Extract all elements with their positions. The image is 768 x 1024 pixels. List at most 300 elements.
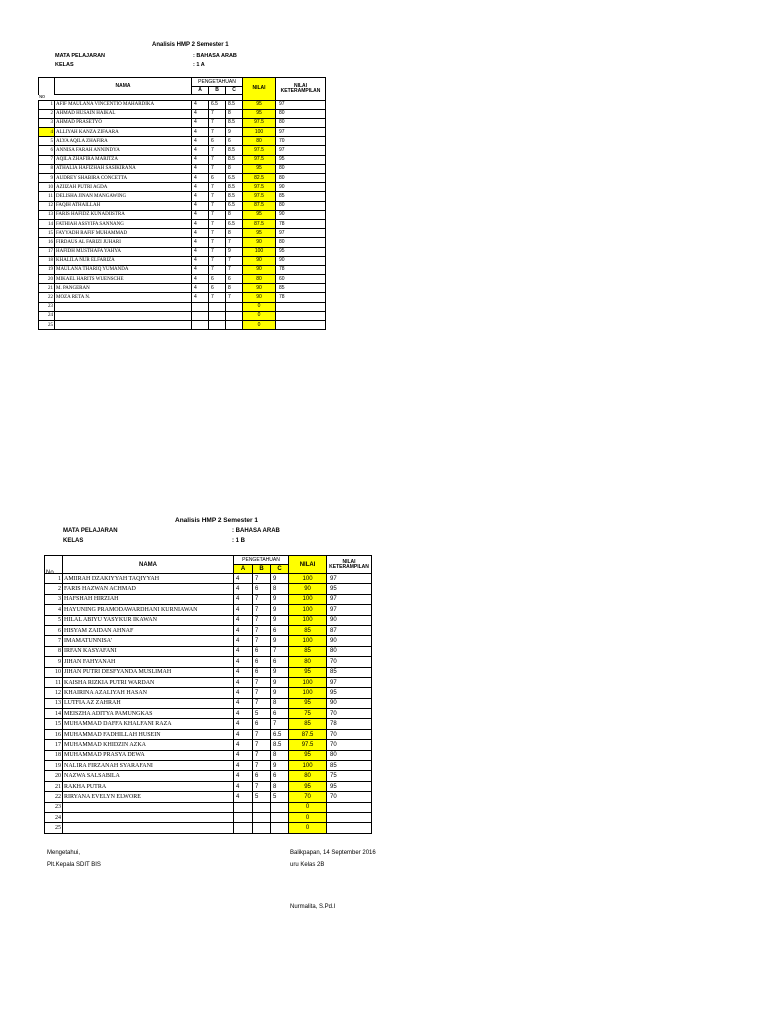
row-no: 6 bbox=[39, 146, 55, 155]
col-b-header: B bbox=[209, 87, 226, 95]
row-score-c: 8 bbox=[271, 750, 289, 760]
row-nilai: 87.5 bbox=[243, 201, 276, 210]
row-score-a: 4 bbox=[234, 584, 253, 594]
nilai-keterampilan-1b-line-2: KETERAMPILAN bbox=[329, 563, 369, 570]
row-nama: IMAMATUNNISA' bbox=[63, 636, 234, 646]
row-score-a: 4 bbox=[192, 219, 209, 228]
row-score-a: 4 bbox=[234, 688, 253, 698]
row-score-a bbox=[192, 302, 209, 311]
row-no: 19 bbox=[45, 761, 63, 771]
row-nama: KHALILA NUR ELFARIZA bbox=[55, 256, 192, 265]
row-nilai: 0 bbox=[243, 302, 276, 311]
row-nama: HISYAM ZAIDAN AHNAF bbox=[63, 625, 234, 635]
table-row bbox=[45, 792, 372, 802]
row-nama: JIHAN PUTRI DESFYANDA MUSLIMAH bbox=[63, 667, 234, 677]
row-nama: HILAL ABIYU YASYKUR IKAWAN bbox=[63, 615, 234, 625]
row-keterampilan: 70 bbox=[327, 657, 372, 667]
row-nama: AQILA ZHAFIRA MARITZA bbox=[55, 155, 192, 164]
row-score-c: 8 bbox=[226, 164, 243, 173]
row-no: 7 bbox=[45, 636, 63, 646]
row-score-a: 4 bbox=[234, 750, 253, 760]
row-score-a: 4 bbox=[192, 192, 209, 201]
row-nilai: 90 bbox=[243, 284, 276, 293]
row-score-b bbox=[209, 311, 226, 320]
row-keterampilan: 78 bbox=[276, 293, 326, 302]
row-score-c: 6.5 bbox=[271, 729, 289, 739]
row-score-b: 6 bbox=[253, 771, 271, 781]
row-score-c: 7 bbox=[271, 719, 289, 729]
row-nama bbox=[55, 302, 192, 311]
table-row bbox=[39, 128, 326, 137]
row-nilai: 100 bbox=[289, 574, 327, 584]
footer-plt-kepala: Plt.Kepala SDIT BIS bbox=[47, 862, 101, 868]
table-row bbox=[45, 698, 372, 708]
row-score-a: 4 bbox=[234, 636, 253, 646]
row-nilai: 85 bbox=[289, 719, 327, 729]
row-score-c: 7 bbox=[226, 293, 243, 302]
table-row bbox=[39, 247, 326, 256]
row-score-a: 4 bbox=[234, 781, 253, 791]
row-score-a: 4 bbox=[234, 605, 253, 615]
row-score-a: 4 bbox=[234, 729, 253, 739]
row-keterampilan: 85 bbox=[327, 761, 372, 771]
row-nama: MUHAMMAD PRASYA DEWA bbox=[63, 750, 234, 760]
row-score-c: 9 bbox=[271, 667, 289, 677]
row-score-a: 4 bbox=[234, 792, 253, 802]
row-score-b: 7 bbox=[253, 688, 271, 698]
table-row bbox=[45, 646, 372, 656]
row-no: 23 bbox=[39, 302, 55, 311]
row-score-a: 4 bbox=[192, 137, 209, 146]
nilai-header-1b: NILAI bbox=[289, 556, 327, 574]
row-nama: DELISHA JINAN MANGAWING bbox=[55, 192, 192, 201]
row-nama: FAYYADH RAFIF MUHAMMAD bbox=[55, 229, 192, 238]
section-1b-kelas-label: KELAS bbox=[63, 538, 84, 544]
row-no: 8 bbox=[45, 646, 63, 656]
row-score-b: 7 bbox=[209, 247, 226, 256]
col-c-header: C bbox=[226, 87, 243, 95]
section-1b-mapel-value: : BAHASA ARAB bbox=[232, 528, 280, 534]
row-score-b: 7 bbox=[253, 605, 271, 615]
row-nama: MOZA RETA N. bbox=[55, 293, 192, 302]
row-score-a: 4 bbox=[234, 698, 253, 708]
row-score-a: 4 bbox=[192, 164, 209, 173]
row-nilai: 75 bbox=[289, 709, 327, 719]
row-keterampilan: 97 bbox=[276, 229, 326, 238]
row-nilai: 95 bbox=[243, 109, 276, 118]
table-row bbox=[39, 302, 326, 311]
row-no: 15 bbox=[45, 719, 63, 729]
row-nilai: 100 bbox=[289, 594, 327, 604]
row-nilai: 80 bbox=[243, 275, 276, 284]
row-score-b: 6 bbox=[253, 667, 271, 677]
row-nama: RAKHA PUTRA bbox=[63, 781, 234, 791]
table-row bbox=[39, 174, 326, 183]
row-keterampilan: 95 bbox=[327, 584, 372, 594]
row-score-b bbox=[253, 802, 271, 812]
row-score-a: 4 bbox=[192, 275, 209, 284]
table-row bbox=[39, 293, 326, 302]
row-nilai: 95 bbox=[243, 229, 276, 238]
row-keterampilan: 78 bbox=[327, 719, 372, 729]
table-row bbox=[39, 311, 326, 320]
row-score-b: 7 bbox=[209, 293, 226, 302]
section-1a-mapel-value: : BAHASA ARAB bbox=[193, 53, 237, 59]
row-keterampilan: 70 bbox=[327, 709, 372, 719]
row-nilai: 95 bbox=[243, 100, 276, 109]
row-score-b: 6 bbox=[209, 275, 226, 284]
row-score-a: 4 bbox=[192, 293, 209, 302]
row-score-b: 7 bbox=[209, 192, 226, 201]
row-keterampilan: 80 bbox=[276, 238, 326, 247]
row-no: 23 bbox=[45, 802, 63, 812]
table-row bbox=[45, 688, 372, 698]
row-keterampilan: 97 bbox=[276, 100, 326, 109]
table-row bbox=[45, 636, 372, 646]
row-score-a: 4 bbox=[192, 210, 209, 219]
row-nama bbox=[55, 321, 192, 330]
row-nilai: 90 bbox=[289, 584, 327, 594]
row-nilai: 0 bbox=[289, 812, 327, 822]
table-row bbox=[39, 183, 326, 192]
row-keterampilan bbox=[276, 302, 326, 311]
table-row bbox=[39, 137, 326, 146]
table-row bbox=[39, 229, 326, 238]
row-no: 21 bbox=[45, 781, 63, 791]
row-no: 8 bbox=[39, 164, 55, 173]
row-nama: AFIF MAULANA VINCENTIO MAHARDIKA bbox=[55, 100, 192, 109]
row-keterampilan: 80 bbox=[276, 109, 326, 118]
row-no: 5 bbox=[39, 137, 55, 146]
row-nilai: 80 bbox=[289, 771, 327, 781]
row-no: 14 bbox=[45, 709, 63, 719]
row-score-b: 7 bbox=[253, 750, 271, 760]
pengetahuan-header-1b: PENGETAHUAN bbox=[234, 556, 289, 565]
row-nama: FARIS HAFIDZ KUNADIISTRA bbox=[55, 210, 192, 219]
row-keterampilan: 97 bbox=[327, 574, 372, 584]
row-no: 16 bbox=[45, 729, 63, 739]
row-score-b: 7 bbox=[253, 615, 271, 625]
row-score-b bbox=[209, 321, 226, 330]
row-keterampilan: 95 bbox=[327, 688, 372, 698]
table-row bbox=[45, 667, 372, 677]
row-score-b: 7 bbox=[253, 729, 271, 739]
row-nama: AUDREY SHABIRA CONCETTA bbox=[55, 174, 192, 183]
table-row bbox=[45, 584, 372, 594]
row-nilai: 0 bbox=[289, 823, 327, 833]
row-no: 12 bbox=[45, 688, 63, 698]
row-keterampilan: 97 bbox=[327, 594, 372, 604]
section-1a-kelas-value: : 1 A bbox=[193, 62, 205, 68]
row-score-c bbox=[226, 302, 243, 311]
row-nilai: 87.5 bbox=[243, 219, 276, 228]
row-score-c: 8.5 bbox=[226, 155, 243, 164]
row-keterampilan: 90 bbox=[327, 698, 372, 708]
row-nilai: 100 bbox=[289, 688, 327, 698]
row-nilai: 0 bbox=[243, 311, 276, 320]
row-score-a: 4 bbox=[192, 256, 209, 265]
row-nama: ANNISA FARAH ANNINDYA bbox=[55, 146, 192, 155]
row-score-b: 7 bbox=[209, 109, 226, 118]
section-1a-mapel-label: MATA PELAJARAN bbox=[55, 53, 106, 59]
row-score-a: 4 bbox=[234, 709, 253, 719]
row-nama: MAULANA THARIQ YUMANDA bbox=[55, 265, 192, 274]
row-no: 14 bbox=[39, 219, 55, 228]
row-score-c: 9 bbox=[271, 574, 289, 584]
table-row bbox=[39, 155, 326, 164]
row-score-b: 6 bbox=[209, 284, 226, 293]
row-score-c: 9 bbox=[271, 677, 289, 687]
section-1b-mapel-label: MATA PELAJARAN bbox=[63, 528, 118, 534]
row-nilai: 97.5 bbox=[243, 183, 276, 192]
row-nama: MUHAMMAD DAFFA KHALFANI RAZA bbox=[63, 719, 234, 729]
row-score-a: 4 bbox=[192, 265, 209, 274]
row-nilai: 82.5 bbox=[243, 174, 276, 183]
row-nilai: 0 bbox=[289, 802, 327, 812]
row-score-c: 8 bbox=[226, 210, 243, 219]
row-keterampilan: 80 bbox=[276, 164, 326, 173]
row-score-b: 6 bbox=[253, 646, 271, 656]
row-score-c: 6.5 bbox=[226, 174, 243, 183]
row-score-a: 4 bbox=[192, 155, 209, 164]
row-score-b: 6.5 bbox=[209, 100, 226, 109]
section-1a-table bbox=[38, 77, 326, 330]
row-keterampilan: 80 bbox=[276, 201, 326, 210]
table-row bbox=[45, 761, 372, 771]
row-nilai: 95 bbox=[289, 750, 327, 760]
row-nilai: 100 bbox=[289, 615, 327, 625]
row-score-c: 6.5 bbox=[226, 201, 243, 210]
row-keterampilan bbox=[276, 311, 326, 320]
nilai-keterampilan-header-1b bbox=[327, 556, 372, 574]
row-score-c: 6 bbox=[226, 137, 243, 146]
row-no: 21 bbox=[39, 284, 55, 293]
row-nilai: 90 bbox=[243, 256, 276, 265]
footer-place-date: Balikpapan, 14 September 2016 bbox=[290, 850, 376, 856]
row-score-a: 4 bbox=[234, 574, 253, 584]
row-no: 15 bbox=[39, 229, 55, 238]
row-score-a: 4 bbox=[192, 201, 209, 210]
table-row bbox=[45, 781, 372, 791]
row-keterampilan: 90 bbox=[327, 615, 372, 625]
row-score-a: 4 bbox=[234, 646, 253, 656]
row-nama: FARIS HAZWAN ACHMAD bbox=[63, 584, 234, 594]
row-keterampilan bbox=[276, 321, 326, 330]
row-nama bbox=[63, 812, 234, 822]
row-nilai: 100 bbox=[289, 761, 327, 771]
row-keterampilan: 97 bbox=[276, 128, 326, 137]
row-nilai: 97.5 bbox=[243, 192, 276, 201]
row-score-c: 9 bbox=[271, 605, 289, 615]
row-no: 1 bbox=[45, 574, 63, 584]
row-keterampilan: 60 bbox=[276, 275, 326, 284]
row-no: 16 bbox=[39, 238, 55, 247]
nilai-keterampilan-line-1: NILAI bbox=[294, 82, 308, 89]
row-score-b bbox=[209, 302, 226, 311]
row-keterampilan: 85 bbox=[276, 192, 326, 201]
row-score-a bbox=[234, 802, 253, 812]
table-row bbox=[39, 146, 326, 155]
row-nilai: 100 bbox=[243, 247, 276, 256]
table-row bbox=[39, 256, 326, 265]
row-score-b bbox=[253, 812, 271, 822]
table-row bbox=[45, 574, 372, 584]
row-no: 6 bbox=[45, 625, 63, 635]
row-score-c: 9 bbox=[271, 688, 289, 698]
row-nilai: 85 bbox=[289, 646, 327, 656]
row-score-c: 9 bbox=[226, 128, 243, 137]
row-nama: NALIRA FIRZANAH SYARAFANI bbox=[63, 761, 234, 771]
row-nama: IRFAN KASYAFANI bbox=[63, 646, 234, 656]
row-score-b: 7 bbox=[209, 128, 226, 137]
table-row bbox=[39, 275, 326, 284]
row-score-b: 7 bbox=[253, 698, 271, 708]
row-score-c: 9 bbox=[271, 615, 289, 625]
row-score-a: 4 bbox=[234, 761, 253, 771]
table-row bbox=[39, 118, 326, 127]
row-score-a: 4 bbox=[192, 146, 209, 155]
row-score-a: 4 bbox=[234, 594, 253, 604]
row-nama: HAFSHAH HIRZIAH bbox=[63, 594, 234, 604]
table-row bbox=[39, 219, 326, 228]
col-c-header-1b: C bbox=[271, 565, 289, 574]
nama-header: NAMA bbox=[55, 78, 192, 95]
nilai-keterampilan-header bbox=[276, 78, 326, 101]
row-score-c: 8.5 bbox=[226, 183, 243, 192]
row-nama: AMIIRAH DZAKIYYAH TAQIYYAH bbox=[63, 574, 234, 584]
row-nilai: 95 bbox=[289, 781, 327, 791]
row-no: 22 bbox=[45, 792, 63, 802]
row-keterampilan: 95 bbox=[276, 155, 326, 164]
row-nama: MUHAMMAD KHIDZIN AZKA bbox=[63, 740, 234, 750]
row-score-b: 7 bbox=[209, 238, 226, 247]
row-nilai: 95 bbox=[243, 164, 276, 173]
nama-header-1b: NAMA bbox=[63, 556, 234, 574]
row-nama: MUHAMMAD FADHILLAH HUSEIN bbox=[63, 729, 234, 739]
table-row bbox=[45, 812, 372, 822]
row-score-c: 8 bbox=[226, 109, 243, 118]
row-no: 13 bbox=[45, 698, 63, 708]
pengetahuan-header: PENGETAHUAN bbox=[192, 78, 243, 87]
row-no: 3 bbox=[39, 118, 55, 127]
row-keterampilan: 85 bbox=[276, 284, 326, 293]
row-keterampilan: 80 bbox=[276, 174, 326, 183]
row-keterampilan: 90 bbox=[276, 183, 326, 192]
section-1a-kelas-label: KELAS bbox=[55, 62, 74, 68]
nilai-header: NILAI bbox=[243, 78, 276, 101]
row-score-c: 8.5 bbox=[226, 192, 243, 201]
row-score-c bbox=[226, 321, 243, 330]
col-a-header: A bbox=[192, 87, 209, 95]
row-keterampilan: 97 bbox=[327, 677, 372, 687]
row-nilai: 95 bbox=[243, 210, 276, 219]
row-score-c: 6 bbox=[271, 657, 289, 667]
row-no: 10 bbox=[45, 667, 63, 677]
row-score-a: 4 bbox=[192, 118, 209, 127]
row-score-a: 4 bbox=[192, 100, 209, 109]
row-score-c: 6 bbox=[271, 709, 289, 719]
row-no: 19 bbox=[39, 265, 55, 274]
table-row bbox=[45, 823, 372, 833]
row-score-b bbox=[253, 823, 271, 833]
table-row bbox=[39, 284, 326, 293]
row-keterampilan: 80 bbox=[276, 118, 326, 127]
row-keterampilan: 90 bbox=[276, 256, 326, 265]
row-score-c: 6 bbox=[271, 771, 289, 781]
row-nilai: 90 bbox=[243, 293, 276, 302]
row-no: 20 bbox=[45, 771, 63, 781]
table-row bbox=[45, 594, 372, 604]
table-row bbox=[39, 321, 326, 330]
row-keterampilan bbox=[327, 823, 372, 833]
row-score-b: 7 bbox=[209, 256, 226, 265]
row-nama: NAZWA SALSABILA bbox=[63, 771, 234, 781]
no-header: No bbox=[38, 94, 45, 100]
row-keterampilan: 97 bbox=[327, 605, 372, 615]
row-keterampilan: 75 bbox=[327, 771, 372, 781]
row-nama bbox=[63, 802, 234, 812]
table-row bbox=[45, 615, 372, 625]
table-row bbox=[45, 750, 372, 760]
table-row bbox=[45, 709, 372, 719]
row-nilai: 100 bbox=[289, 636, 327, 646]
table-row bbox=[45, 802, 372, 812]
table-row bbox=[39, 192, 326, 201]
row-score-c bbox=[271, 802, 289, 812]
row-score-b: 7 bbox=[209, 219, 226, 228]
row-nilai: 70 bbox=[289, 792, 327, 802]
row-nilai: 80 bbox=[289, 657, 327, 667]
row-nama bbox=[63, 823, 234, 833]
row-score-a: 4 bbox=[234, 740, 253, 750]
row-no: 25 bbox=[39, 321, 55, 330]
table-row bbox=[45, 771, 372, 781]
section-1b-kelas-value: : 1 B bbox=[232, 538, 246, 544]
row-no: 24 bbox=[45, 812, 63, 822]
row-score-a: 4 bbox=[192, 128, 209, 137]
footer-guru-kelas: uru Kelas 2B bbox=[290, 862, 325, 868]
row-keterampilan: 78 bbox=[276, 219, 326, 228]
row-score-b: 7 bbox=[209, 155, 226, 164]
row-no: 12 bbox=[39, 201, 55, 210]
row-score-b: 7 bbox=[253, 594, 271, 604]
row-score-b: 6 bbox=[209, 174, 226, 183]
col-a-header-1b: A bbox=[234, 565, 253, 574]
row-nilai: 0 bbox=[243, 321, 276, 330]
row-score-b: 7 bbox=[253, 740, 271, 750]
row-score-c bbox=[271, 823, 289, 833]
section-1b-rows bbox=[45, 574, 372, 834]
row-nama: HAYUNING PRAMODAWARDHANI KURNIAWAN bbox=[63, 605, 234, 615]
row-keterampilan bbox=[327, 802, 372, 812]
row-nama: RIRYANA EVELYN ELWORE bbox=[63, 792, 234, 802]
row-keterampilan: 90 bbox=[276, 210, 326, 219]
row-score-b: 7 bbox=[209, 201, 226, 210]
row-score-b: 7 bbox=[209, 146, 226, 155]
row-score-a: 4 bbox=[234, 625, 253, 635]
row-keterampilan bbox=[327, 812, 372, 822]
row-keterampilan: 85 bbox=[327, 667, 372, 677]
row-nama: KHAIRINA AZALIYAH HASAN bbox=[63, 688, 234, 698]
row-nama bbox=[55, 311, 192, 320]
row-no: 1 bbox=[39, 100, 55, 109]
row-score-c: 8 bbox=[271, 698, 289, 708]
row-no: 17 bbox=[45, 740, 63, 750]
row-nilai: 85 bbox=[289, 625, 327, 635]
row-score-c: 8 bbox=[271, 781, 289, 791]
row-score-a: 4 bbox=[192, 247, 209, 256]
row-no: 4 bbox=[45, 605, 63, 615]
